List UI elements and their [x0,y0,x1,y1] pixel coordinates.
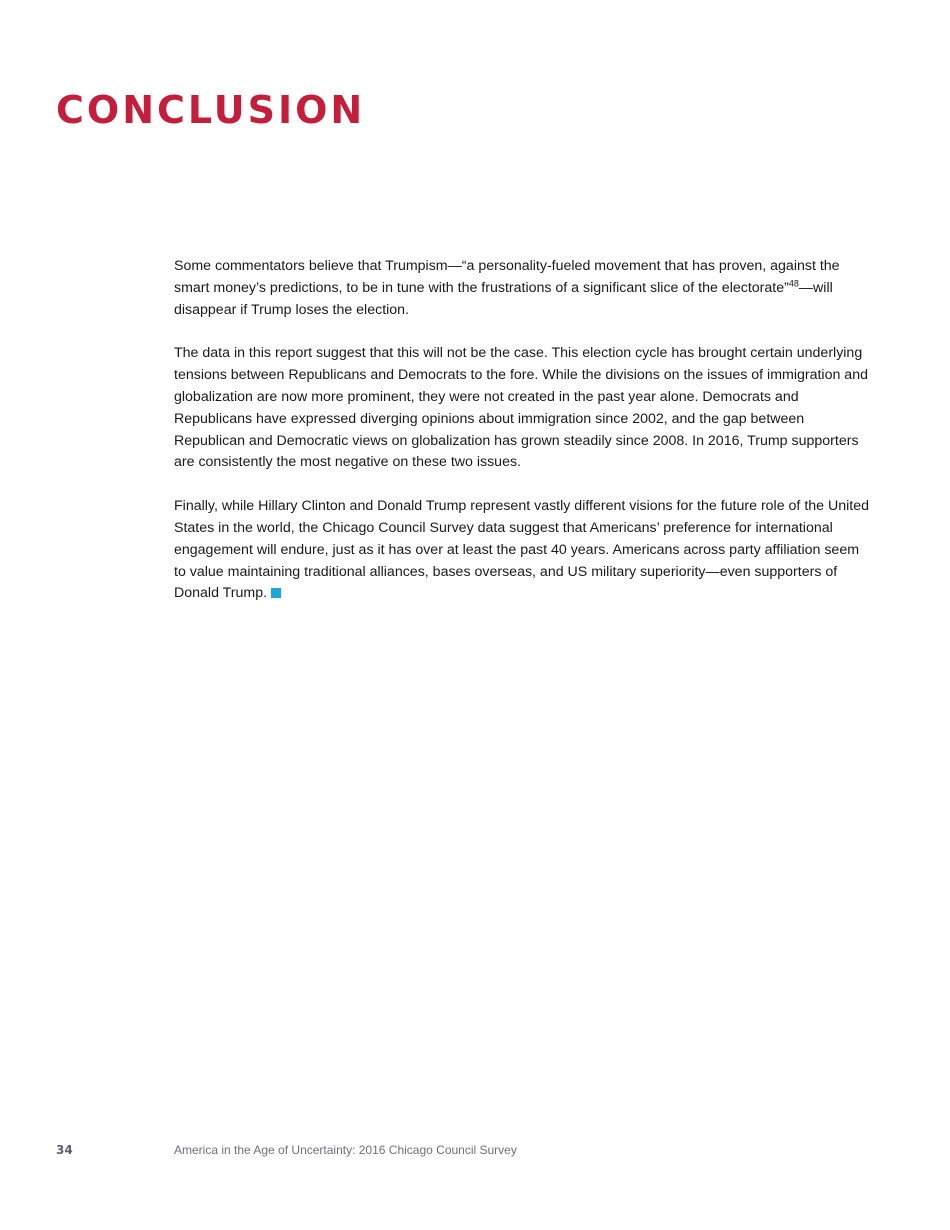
paragraph-3 [174,496,869,605]
paragraph-2: The data in this report suggest that this will not be the case. This election cycle has brought certain underlying tensions between Republicans and Democrats to the fore. While the divisions on the issues of immigration and globalization are now more prominent, they were not created in the past year alone. Democrats and Republicans have expressed diverging opinions about immigration since 2002, and the gap between Republican and Democratic views on globalization has grown steadily since 2008. In 2016, Trump supporters are consistently the most negative on these two issues. [174,345,868,471]
footer-page-number: 34 [56,1143,73,1157]
page-title: CONCLUSION [56,88,366,132]
paragraph-3-text: Finally, while Hillary Clinton and Donald Trump represent vastly different visions for the future role of the United States in the world, the Chicago Council Survey data suggest that Americans’ preference for international engagement will endure, just as it has over at least the past 40 years. Americans across party affiliation seem to value maintaining traditional alliances, bases overseas, and US military superiority—even supporters of Donald Trump. [174,498,869,602]
paragraph-1-text: Some commentators believe that Trumpism—“a personality-fueled movement that has proven, against the smart money’s predictions, to be in tune with the frustrations of a significant slice of the electorate” [174,258,840,296]
footnote-reference[interactable]: 48 [788,278,799,289]
square-end-mark-icon [271,588,281,598]
footer-publication-title: America in the Age of Uncertainty: 2016 Chicago Council Survey [174,1143,517,1157]
paragraph-1 [174,256,869,321]
body-text [174,256,869,627]
paragraph-1-text-after: —will disappear if Trump loses the election. [174,279,833,318]
